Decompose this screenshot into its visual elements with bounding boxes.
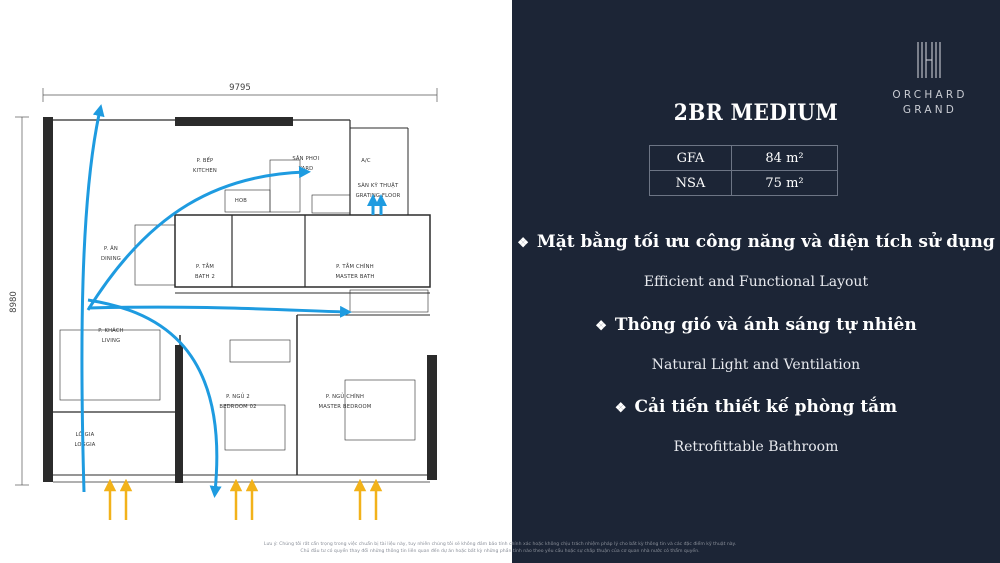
room-label-laundry: SÂN PHƠI	[292, 156, 320, 162]
info-panel	[512, 0, 1000, 563]
brand-name-line1: ORCHARD	[892, 89, 968, 101]
room-label-bedroom2-en: BEDROOM 02	[219, 404, 257, 410]
room-label-master-bedroom: P. NGỦ CHÍNH	[325, 394, 365, 400]
feature-3-vi-text: Cải tiến thiết kế phòng tắm	[634, 397, 898, 417]
feature-2-en: Natural Light and Ventilation	[651, 357, 861, 373]
feature-2-vi	[512, 315, 1000, 335]
room-label-master-bedroom-en: MASTER BEDROOM	[318, 404, 372, 410]
disclaimer-line1: Lưu ý: Chúng tôi rất cẩn trọng trong việc chuẩn bị tài liệu này, tuy nhiên chúng tôi sẽ không đảm bảo tính chính xác hoặc không chịu trách nhiệm pháp lý cho bất kỳ thông tin và các đặc điểm kỹ thuật này.	[263, 542, 737, 547]
room-label-dining-en: DINING	[100, 256, 122, 262]
room-label-kitchen-en: KITCHEN	[193, 168, 217, 174]
dimension-height-label: 8980	[9, 291, 19, 313]
area-table	[649, 145, 838, 196]
feature-1-vi	[512, 232, 1000, 252]
feature-3-vi	[512, 397, 1000, 417]
room-label-grating-en: GRATING FLOOR	[355, 193, 401, 199]
diamond-bullet-icon: ❖	[517, 236, 529, 251]
room-label-master-bath-en: MASTER BATH	[335, 274, 375, 280]
room-label-dining: P. ĂN	[103, 246, 119, 252]
room-label-bath2: P. TẮM	[195, 264, 215, 270]
light-arrows	[110, 485, 376, 520]
room-label-kitchen: P. BẾP	[196, 158, 214, 164]
room-label-hob: HOB	[234, 198, 248, 204]
area-row-gfa	[650, 146, 838, 171]
room-label-ac: A/C	[361, 158, 371, 164]
room-label-bath2-en: BATH 2	[195, 274, 215, 280]
room-label-grating: SÀN KỸ THUẬT	[357, 183, 399, 189]
area-row-nsa	[650, 171, 838, 196]
disclaimer-line2: Chủ đầu tư có quyền thay đổi những thông tin liên quan đến dự án hoặc bất kỳ những phần tính nào theo yêu cầu hoặc sự chấp thuận của cơ quan nhà nước có thẩm quyền.	[300, 549, 700, 554]
area-label: GFA	[650, 146, 732, 171]
brand-name-line2: GRAND	[902, 104, 958, 116]
room-label-living: P. KHÁCH	[98, 328, 124, 334]
walls	[43, 117, 437, 483]
orchard-grand-logo-icon	[916, 42, 942, 78]
area-value: 84 m²	[732, 146, 838, 171]
feature-1-vi-text: Mặt bằng tối ưu công năng và diện tích sử dụng	[536, 232, 995, 252]
disclaimer	[200, 541, 800, 555]
room-label-bedroom2: P. NGỦ 2	[226, 394, 250, 400]
room-label-loggia-en: LOGGIA	[74, 442, 96, 448]
feature-1-en: Efficient and Functional Layout	[643, 274, 869, 290]
diamond-bullet-icon: ❖	[595, 319, 607, 334]
room-label-loggia: LÔ GIA	[75, 432, 95, 438]
unit-type-title: 2BR MEDIUM	[673, 100, 839, 126]
airflow-arrows	[82, 110, 381, 492]
feature-3-en: Retrofittable Bathroom	[673, 439, 839, 455]
diamond-bullet-icon: ❖	[614, 401, 627, 416]
room-label-living-en: LIVING	[101, 338, 121, 344]
room-label-master-bath: P. TẮM CHÍNH	[336, 264, 374, 270]
room-label-laundry-en: YARD	[298, 166, 314, 172]
area-value: 75 m²	[732, 171, 838, 196]
dimension-width-label: 9795	[229, 83, 251, 93]
feature-2-vi-text: Thông gió và ánh sáng tự nhiên	[614, 315, 917, 335]
area-label: NSA	[650, 171, 732, 196]
